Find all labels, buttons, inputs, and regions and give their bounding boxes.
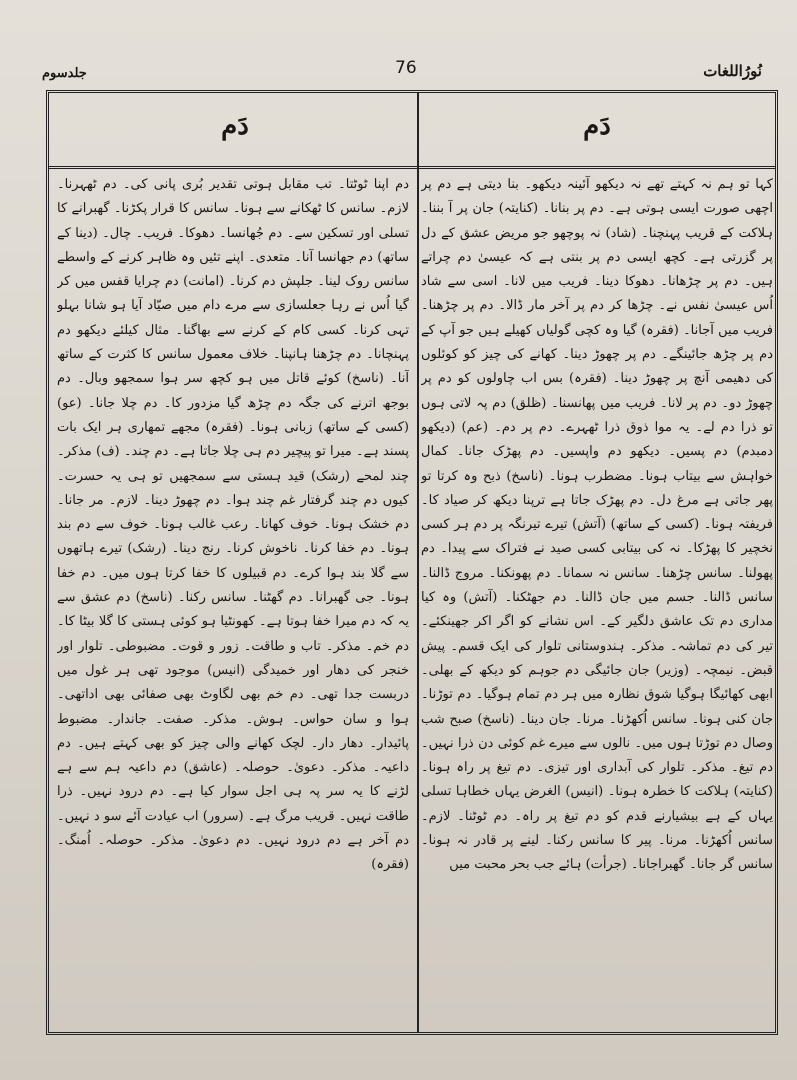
book-title: نُورُاللغات: [703, 62, 762, 80]
page-header: [40, 58, 770, 86]
page-number: 76: [395, 58, 417, 78]
left-column-paragraph: دم اپنا ٹوٹتا۔ تب مقابل ہوتی تقدیر بُری پانی کی۔ دم ٹھہرنا۔ لازم۔ سانس کا ٹھکانے سے ہونا۔ سانس کا قرار پکڑنا۔ گھبرانے کا تسلی اور تسکین سے۔ دم جُھانسا۔ دھوکا۔ فریب۔ چال۔ (دینا کے ساتھ) دم جھانسا آنا۔ متعدی۔ اپنے تئیں وہ ظاہر کرنے کے واسطے سانس روک لینا۔ جلپش دم کرنا۔ (امانت) دم چرایا قفس میں کر گیا اُس نے رہا جعلسازی سے مرے دام میں صیّاد آیا ہو شانا بہلو تہی کرنا۔ کسی کام کے کرنے سے بھاگنا۔ مثال کیلئے دیکھو دم پہنچانا۔ دم چڑھنا ہانپنا۔ خلاف معمول سانس کا کثرت کے ساتھ آنا۔ (ناسخ) کوئے قاتل میں ہو کچھ سر ہوا سمجھو وبال۔ دم بوجھ اترنے کی جگہ دم چڑھ گیا مزدور کا۔ دم چلا جانا۔ (عو) (کسی کے ساتھ) زبانی ہونا۔ (فقرہ) مجھے تمھاری ہر ایک بات پسند ہے۔ میرا تو پیچیر دم ہی چلا جاتا ہے۔ دم چند۔ (ف) مذکر۔ چند لمحے (رشک) قید ہستی سے سمجھیں تو ہی یہ حسرت۔ کیوں دم چند گرفتار غم چند ہوا۔ دم چھوڑ دینا۔ لازم۔ مر جانا۔ دم خشک ہونا۔ خوف کھانا۔ رعب غالب ہونا۔ خوف سے دم بند ہونا۔ دم خفا کرنا۔ ناخوش کرنا۔ رنج دینا۔ (رشک) تیرے ہاتھوں سے گلا بند ہوا کرے۔ دم قبیلوں کا خفا کرتا ہوں میں۔ دم خفا ہونا۔ جی گھبرانا۔ دم گھٹنا۔ سانس رکنا۔ (ناسخ) دم عشق سے یہ کہ دم میرا خفا ہوتا ہے۔ کھونٹیا ہو کوئی ہستی کا گلا بیٹا کا۔ دم خم۔ مذکر۔ تاب و طاقت۔ زور و قوت۔ مضبوطی۔ تلوار اور خنجر کی دھار اور خمیدگی (انیس) موجود تھی ہر غول میں دربست جدا تھی۔ دم خم بھی لگاوٹ بھی صفائی بھی اداتھی۔ ہوا و سان حواس۔ ہوش۔ مذکر۔ صفت۔ جاندار۔ مضبوط پائیدار۔ دھار دار۔ لچک کھانے والی چیز کو بھی کہتے ہیں۔ دم داعیہ۔ مذکر۔ دعویٰ۔ حوصلہ۔ (عاشق) دم داعیہ ہم سے ہے لڑنے کا یہ سر پہ ہی اجل سوار کیا ہے۔ دم درود نہیں۔ ذرا طاقت نہیں۔ قریب مرگ ہے۔ (سرور) اب عیادت آئے سو د نہیں۔ دم آخر ہے دم درود نہیں۔ دم دعویٰ۔ مذکر۔ حوصلہ۔ اُمنگ۔ (فقرہ): [57, 177, 409, 873]
headword-right: دَم: [583, 111, 611, 141]
page-frame: [46, 90, 778, 1035]
headword-left: دَم: [221, 111, 249, 141]
volume-label: جلدسوم: [42, 66, 87, 81]
right-column-text: [421, 173, 773, 1025]
headword-row: [49, 93, 775, 169]
right-column-paragraph: کہا تو ہم نہ کہتے تھے نہ دیکھو آئینہ دیکھو۔ بنا دیتی ہے دم پر اچھی صورت ایسی ہوتی ہے۔ دم پر بنانا۔ (کنایتہ) جان پر آ بننا۔ ہلاکت کے قریب پہنچنا۔ (شاد) نہ پوچھو جو مریض عشق کے دل پر گزرتی ہے۔ کچھ ایسی دم پر بنتی ہے کہ عیسیٰ دم چراتے ہیں۔ دم پر چڑھانا۔ دھوکا دینا۔ فریب میں لانا۔ اسی سے شاد اُس عیسیٰ نفس نے۔ چڑھا کر دم پر آخر مار ڈالا۔ دم پر چڑھنا۔ فریب میں آجانا۔ (فقرہ) گیا وہ کچی گولیاں کھیلے ہیں جو آپ کے دم پر چڑھ جائینگے۔ دم پر چھوڑ دینا۔ کھانے کی چیز کو کوئلوں کی دھیمی آنچ پر چھوڑ دینا۔ (فقرہ) بس اب چاولوں کو دم پر چھوڑ دو۔ دم پر لانا۔ فریب میں پھانسنا۔ (ظلق) دم پہ لاتی ہوں تو ذرا دم لے۔ یہ موا ذوق ذرا ٹھہرے۔ دم پر دم۔ (عم) (دیکھو دمبدم) دم پسیں۔ دیکھو دم واپسیں۔ دم پھڑک جانا۔ کمال خواہش سے بیتاب ہونا۔ مضطرب ہونا۔ (ناسخ) ذبح وہ کرتا تو پھر جاتی ہے مرغ دل۔ دم پھڑک جاتا ہے ترپنا دیکھ کر صیاد کا۔ فریفتہ ہونا۔ (کسی کے ساتھ) (آتش) تیرے تیرنگہ پر دم ہر کسی نخچیر کا پھڑکا۔ نہ کی بیتابی کسی صید نے فتراک سے پیدا۔ دم پھولنا۔ سانس چڑھنا۔ سانس نہ سمانا۔ دم پھونکنا۔ مروج ڈالنا۔ سانس ڈالنا۔ جسم میں جان ڈالنا۔ دم جھٹکنا۔ (آتش) وہ کیا مداری دم تک عاشق دلگیر کے۔ اس نشانے کو اگر اکر جھینکئے۔ تیر کی دم تماشہ۔ مذکر۔ ہندوستانی تلوار کی ایک قسم۔ پیش قبض۔ نیمچہ۔ (وزیر) جان جائیگی دم جوہم کو دیکھ کے بھلی۔ ابھی کھائیگا ہوگیا شوق نظارہ میں ہر دم تمام ہوگیا۔ دم توڑنا۔ جان کنی ہونا۔ سانس اُکھڑنا۔ مرنا۔ جان دینا۔ (ناسخ) صبح شب وصال دم توڑتا ہوں میں۔ نالوں سے میرے غم کوئی دن ذرا نہیں۔ دم تیغ۔ مذکر۔ تلوار کی آبداری اور تیزی۔ دم تیغ پر راہ ہونا۔ (کنایتہ) ہلاکت کا خطرہ ہونا۔ (انیس) الغرض یہاں خطاہا تسلی یہاں کے ہے بیشیارنے قدم کو دم تیغ پر راہ۔ دم ٹوٹنا۔ لازم۔ سانس اُکھڑنا۔ مرنا۔ پیر کا سانس رکنا۔ لینے پر قادر نہ ہونا۔ سانس گر جانا۔ گھبراجانا۔ (جرأت) ہائے جب بحر محبت میں: [421, 177, 773, 873]
column-divider: [417, 93, 419, 1032]
left-column-text: [57, 173, 409, 1025]
